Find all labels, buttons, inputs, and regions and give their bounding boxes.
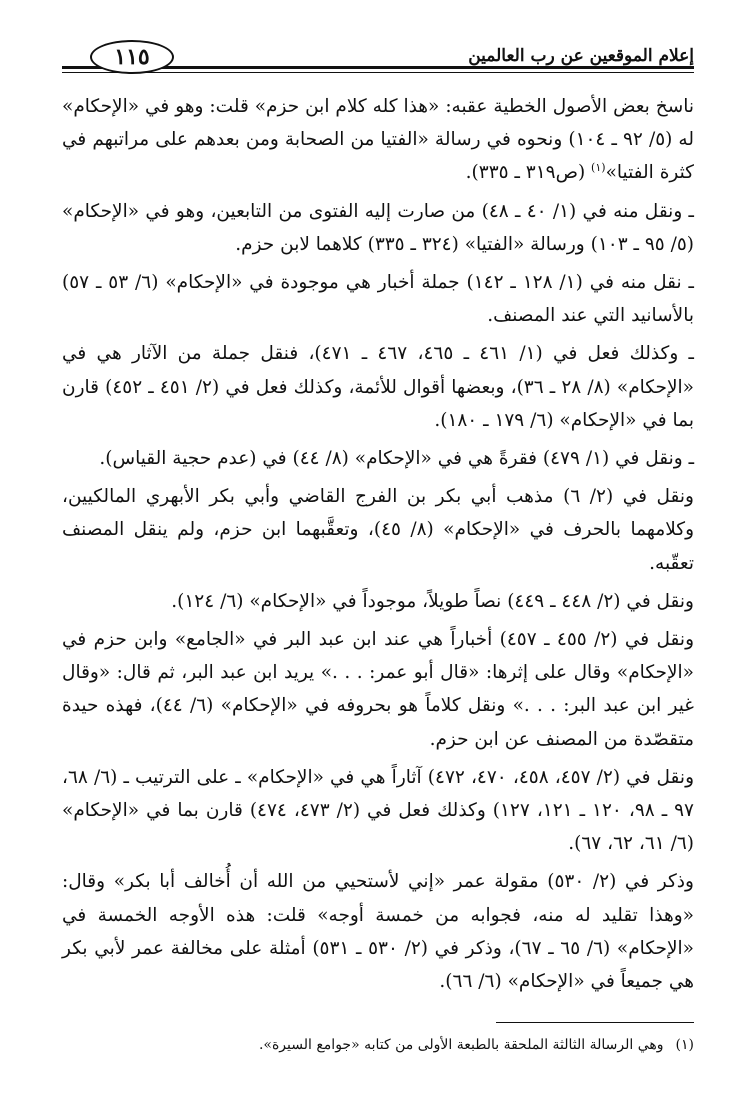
paragraph-2: ـ ونقل منه في (١/ ٤٠ ـ ٤٨) من صارت إليه الفتوى من التابعين، وهو في «الإحكام» (٥/ ٩٥ ـ ١٠٣) ورسالة «الفتيا» (٣٢٤ ـ ٣٣٥) كلاهما لابن حزم. bbox=[62, 200, 694, 255]
paragraph-9: ونقل في (٢/ ٤٥٧، ٤٥٨، ٤٧٠، ٤٧٢) آثاراً هي في «الإحكام» ـ على الترتيب ـ (٦/ ٦٨، ٩٧ ـ ٩٨، ١٢٠ ـ ١٢١، ١٢٧) وكذلك فعل في (٢/ ٤٧٣، ٤٧٤) قارن بما في «الإحكام» (٦/ ٦١، ٦٢، ٦٧). bbox=[62, 766, 695, 855]
paragraph-1: ناسخ بعض الأصول الخطية عقبه: «هذا كله كلام ابن حزم» قلت: وهو في «الإحكام» له (٥/ ٩٢ ـ ١٠٤) ونحوه في رسالة «الفتيا من الصحابة ومن بعدهم على مراتبهم في كثرة الفتيا»$^{(١)}$ (ص٣١٩ ـ ٣٣٥). bbox=[62, 96, 694, 184]
running-title: إعلام الموقعين عن رب العالمين bbox=[468, 46, 694, 66]
page-number: ١١٥ bbox=[90, 40, 174, 74]
paragraph-5: ـ ونقل في (١/ ٤٧٩) فقرةً هي في «الإحكام» (٨/ ٤٤) في (عدم حجية القياس). bbox=[99, 448, 694, 470]
paragraph-10: وذكر في (٢/ ٥٣٠) مقولة عمر «إني لأستحيي من الله أن أُخالف أبا بكر» وقال: «وهذا تقليد له منه، فجوابه من خمسة أوجه» قلت: هذه الأوجه الخمسة في «الإحكام» (٦/ ٦٥ ـ ٦٧)، وذكر في (٢/ ٥٣٠ ـ ٥٣١) أمثلة على مخالفة عمر لأبي بكر هي جميعاً في «الإحكام» (٦/ ٦٦). bbox=[62, 871, 694, 993]
footnote bbox=[62, 1034, 694, 1056]
footnote-text: وهي الرسالة الثالثة الملحقة بالطبعة الأولى من كتابه «جوامع السيرة». bbox=[258, 1037, 664, 1053]
paragraph-3: ـ نقل منه في (١/ ١٢٨ ـ ١٤٢) جملة أخبار هي موجودة في «الإحكام» (٦/ ٥٣ ـ ٥٧) بالأسانيد التي عند المصنف. bbox=[62, 272, 694, 327]
page-header bbox=[62, 34, 694, 78]
paragraph-8: ونقل في (٢/ ٤٥٥ ـ ٤٥٧) أخباراً هي عند ابن عبد البر في «الجامع» وابن حزم في «الإحكام» وقال على إثرها: «قال أبو عمر: . . .» يريد ابن عبد البر، ثم قال: «وقال غير ابن عبد البر: . . .» ونقل كلاماً هو بحروفه في «الإحكام» (٦/ ٤٤)، فهذه حيدة متقصّدة من المصنف عن ابن حزم. bbox=[62, 629, 694, 750]
footnote-number: (١) bbox=[675, 1037, 694, 1053]
paragraph-6: ونقل في (٢/ ٦) مذهب أبي بكر بن الفرج القاضي وأبي بكر الأبهري المالكيين، وكلامهما بالحرف في «الإحكام» (٨/ ٤٥)، وتعقَّبهما ابن حزم، ولم ينقل المصنف تعقّبه. bbox=[62, 486, 695, 574]
body-text bbox=[62, 90, 694, 1003]
paragraph-7: ونقل في (٢/ ٤٤٨ ـ ٤٤٩) نصاً طويلاً، موجوداً في «الإحكام» (٦/ ١٢٤). bbox=[171, 590, 694, 612]
footnote-ref[interactable]: (١) bbox=[591, 161, 606, 175]
footnote-separator bbox=[496, 1022, 694, 1023]
header-rule-thin bbox=[62, 72, 694, 73]
paragraph-4: ـ وكذلك فعل في (١/ ٤٦١ ـ ٤٦٥، ٤٦٧ ـ ٤٧١)، فنقل جملة من الآثار هي في «الإحكام» (٨/ ٢٨ ـ ٣٦)، وبعضها أقوال للأئمة، وكذلك فعل في (٢/ ٤٥١ ـ ٤٥٢) قارن بما في «الإحكام» (٦/ ١٧٩ ـ ١٨٠). bbox=[62, 343, 694, 431]
